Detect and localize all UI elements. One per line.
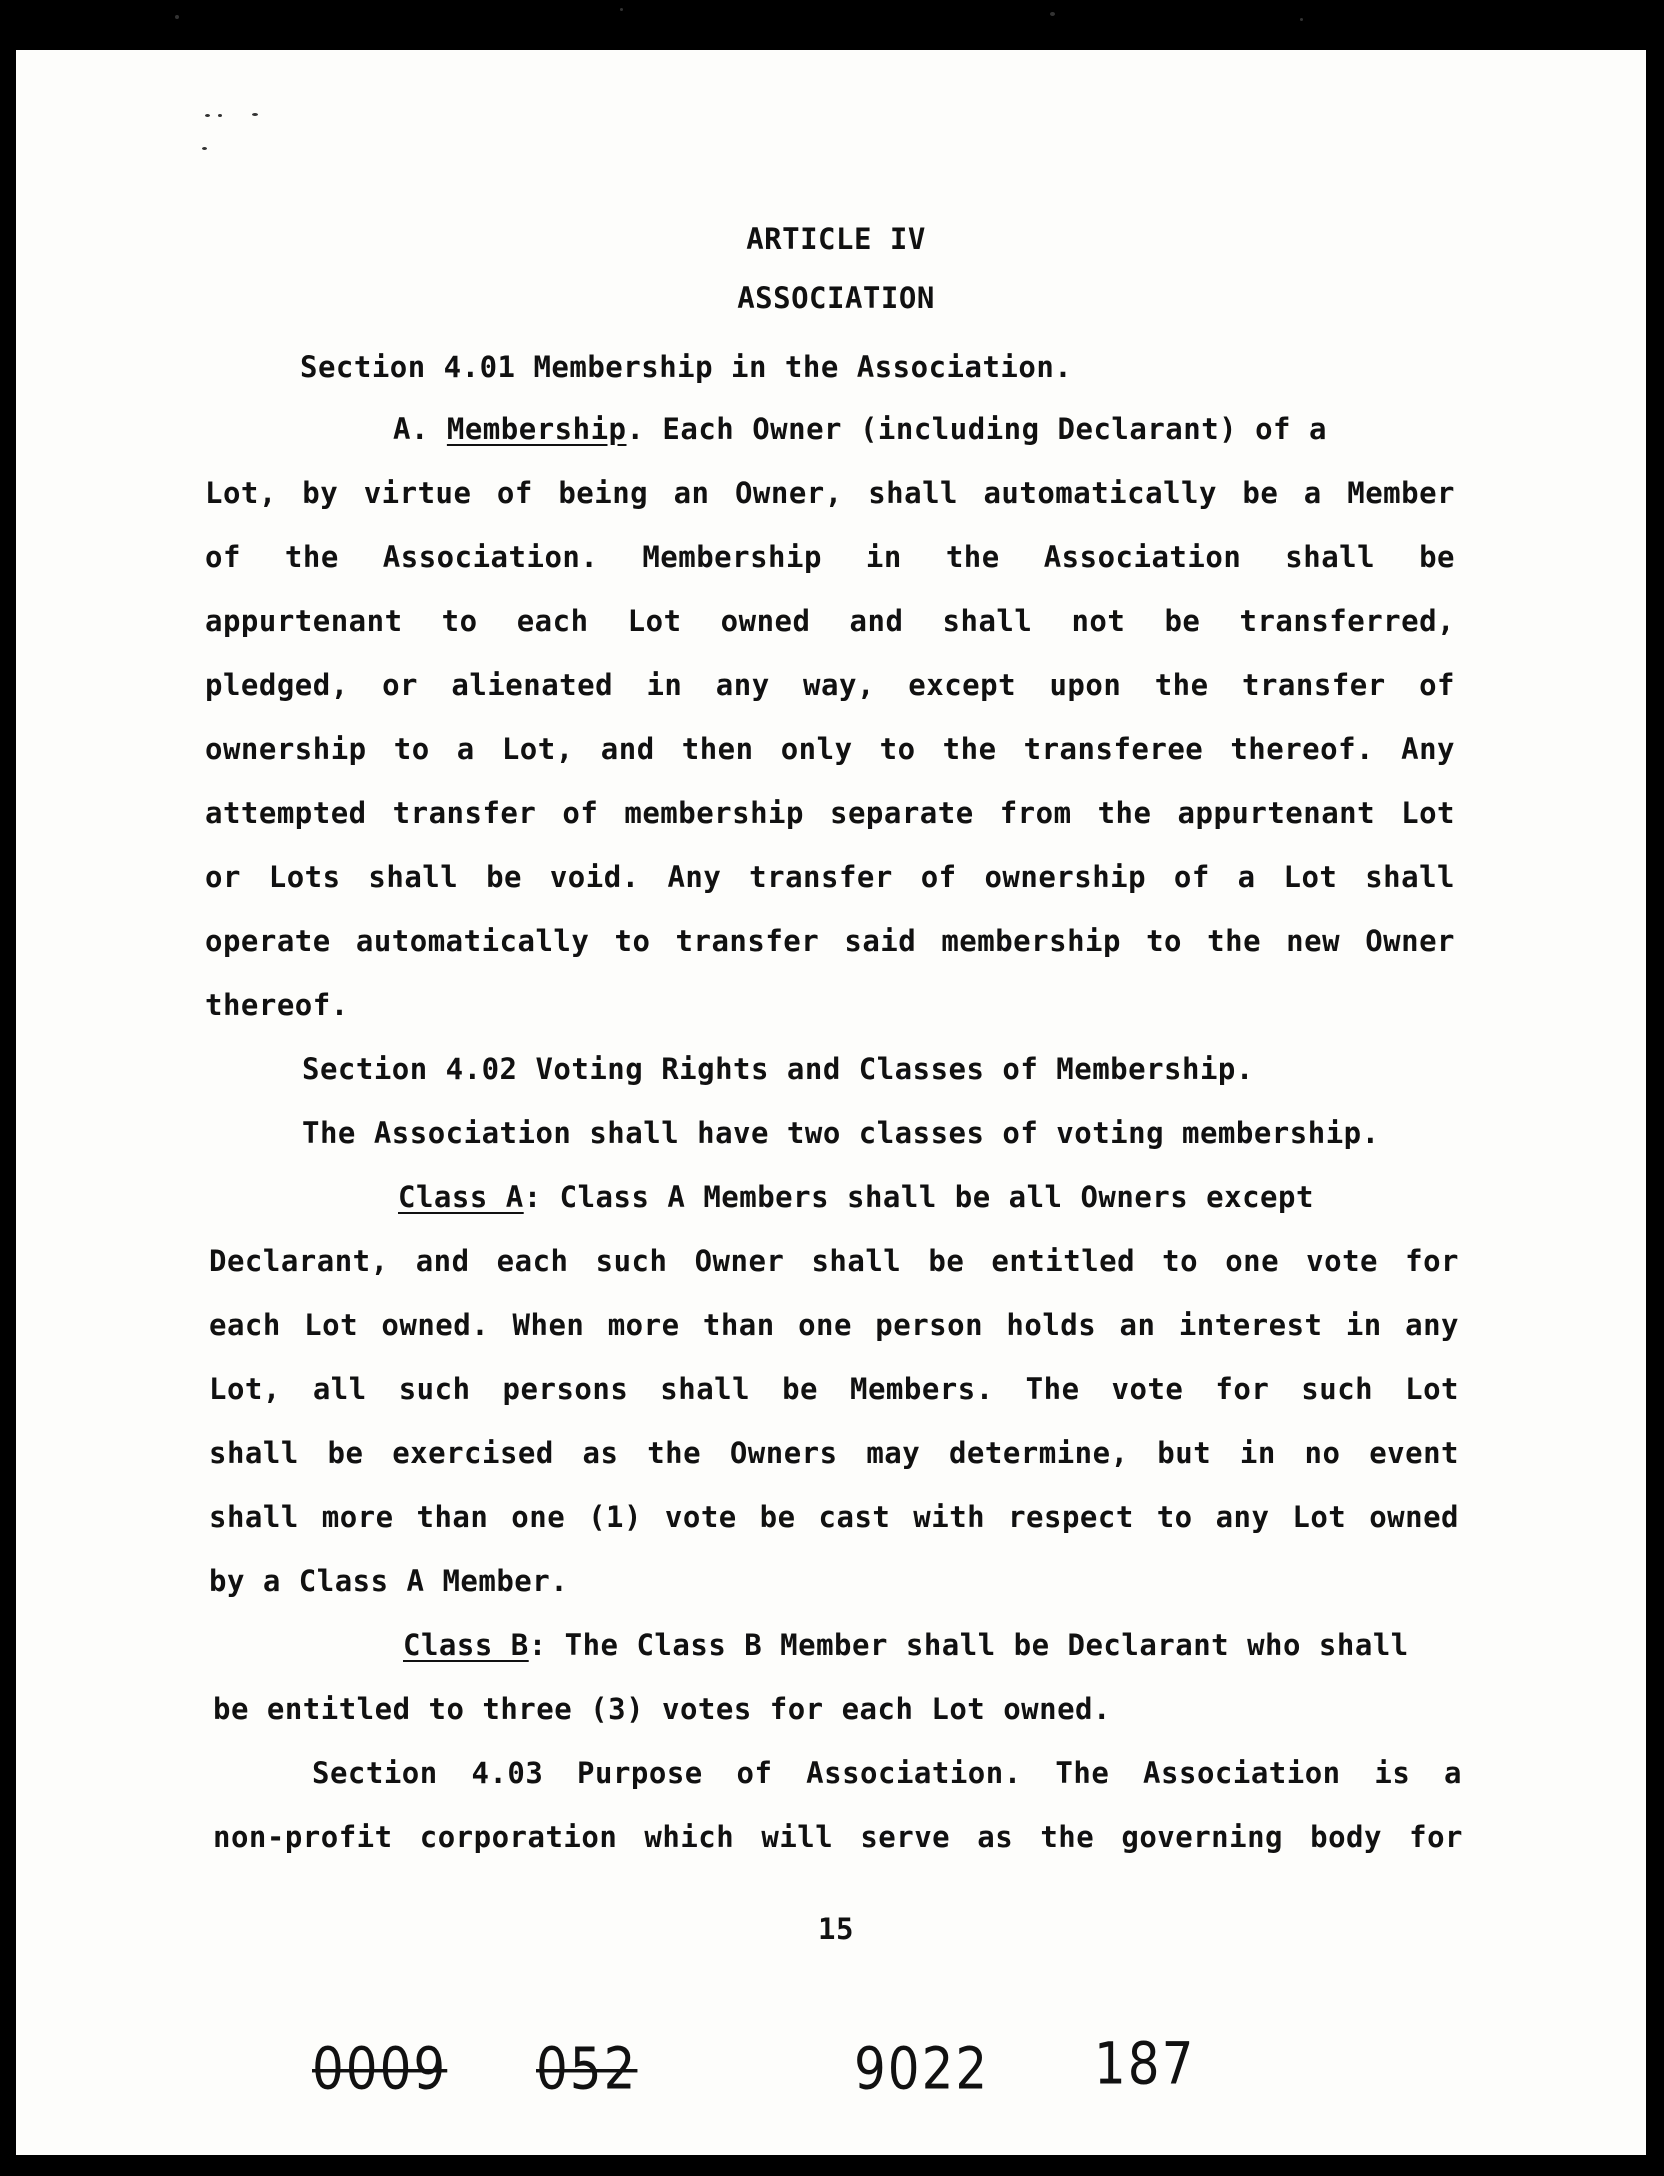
paragraph-last-line: thereof. [205,988,349,1022]
class-a-first-line [398,1180,1314,1214]
item-label: A. [393,412,429,446]
class-b-term: Class B [403,1628,529,1662]
struck-code-2: 052 [536,2035,638,2103]
struck-code-1: 0009 [312,2035,448,2103]
membership-first-line-text: . Each Owner (including Declarant) of a [626,412,1327,446]
paragraph-line: each Lot owned. When more than one person holds an interest in any [209,1308,1459,1342]
paragraph-last-line: be entitled to three (3) votes for each Lot owned. [213,1692,1111,1726]
article-heading: ASSOCIATION [737,281,935,315]
document-code-2: 187 [1094,2030,1196,2098]
membership-first-line [393,412,1327,446]
section-4-02-intro: The Association shall have two classes of voting membership. [302,1116,1380,1150]
class-b-first-line-text: : The Class B Member shall be Declarant who shall [528,1628,1409,1662]
paragraph-line: shall be exercised as the Owners may determine, but in no event [209,1436,1459,1470]
paragraph-line: non-profit corporation which will serve as the governing body for [213,1820,1463,1854]
paragraph-line: operate automatically to transfer said membership to the new Owner [205,924,1455,958]
class-a-term: Class A [398,1180,524,1214]
paragraph-line: pledged, or alienated in any way, except upon the transfer of [205,668,1455,702]
paragraph-line: of the Association. Membership in the Association shall be [205,540,1455,574]
paragraph-line: attempted transfer of membership separate from the appurtenant Lot [205,796,1455,830]
paragraph-last-line: by a Class A Member. [209,1564,569,1598]
section-4-01-title: Section 4.01 Membership in the Association. [300,350,1073,384]
paragraph-line: Declarant, and each such Owner shall be entitled to one vote for [209,1244,1459,1278]
section-4-03-line: Section 4.03 Purpose of Association. The Association is a [312,1756,1462,1790]
membership-term: Membership [446,412,627,446]
paragraph-line: or Lots shall be void. Any transfer of ownership of a Lot shall [205,860,1455,894]
article-title: ARTICLE IV [746,222,926,256]
class-a-first-line-text: : Class A Members shall be all Owners except [523,1180,1314,1214]
paragraph-line: appurtenant to each Lot owned and shall not be transferred, [205,604,1455,638]
section-4-02-title: Section 4.02 Voting Rights and Classes of Membership. [302,1052,1254,1086]
class-b-first-line [403,1628,1409,1662]
paragraph-line: ownership to a Lot, and then only to the transferee thereof. Any [205,732,1455,766]
paragraph-line: Lot, all such persons shall be Members. The vote for such Lot [209,1372,1459,1406]
document-code-1: 9022 [854,2035,990,2103]
paragraph-line: Lot, by virtue of being an Owner, shall automatically be a Member [205,476,1455,510]
page-number: 15 [818,1912,854,1946]
paragraph-line: shall more than one (1) vote be cast with respect to any Lot owned [209,1500,1459,1534]
document-page [16,50,1646,2155]
